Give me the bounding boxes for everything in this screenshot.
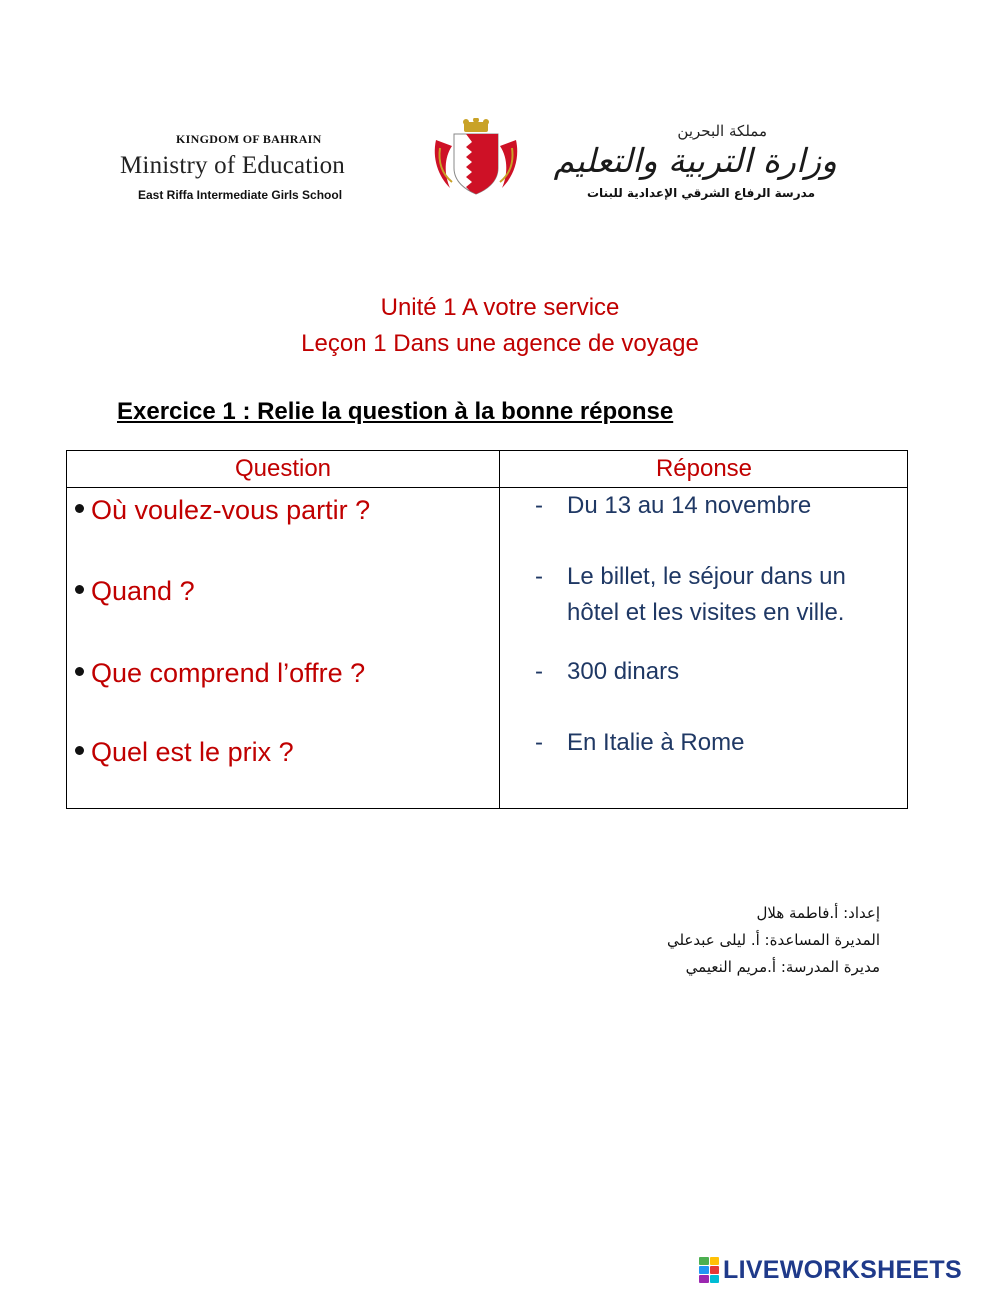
bullet-icon <box>75 504 84 513</box>
header-response: Réponse <box>655 455 753 482</box>
question-text: Quand ? <box>91 576 195 606</box>
question-text: Que comprend l’offre ? <box>91 658 366 688</box>
exercise-title: Exercice 1 : Relie la question à la bonne réponse <box>117 398 674 425</box>
response-item[interactable] <box>535 654 679 690</box>
question-item[interactable] <box>75 656 365 690</box>
lesson-title: Leçon 1 Dans une agence de voyage <box>301 330 699 357</box>
response-text-continued: hôtel et les visites en ville. <box>567 599 845 626</box>
question-text: Où voulez-vous partir ? <box>91 495 371 525</box>
question-item[interactable] <box>75 574 195 608</box>
letterhead-arabic <box>545 122 837 200</box>
column-divider <box>499 451 500 808</box>
response-text: En Italie à Rome <box>567 729 745 756</box>
dash-marker: - <box>535 658 543 685</box>
credits <box>560 900 880 981</box>
bullet-icon <box>75 746 84 755</box>
kingdom-label: KINGDOM OF BAHRAIN <box>176 132 322 146</box>
bullet-icon <box>75 585 84 594</box>
credit-author: إعداد: أ.فاطمة هلال <box>756 904 880 922</box>
letterhead-english <box>120 132 415 202</box>
response-item[interactable] <box>535 488 811 524</box>
matching-table <box>66 450 908 809</box>
response-item[interactable] <box>535 725 744 761</box>
lesson-titles <box>0 290 1000 362</box>
response-text: Le billet, le séjour dans un <box>567 563 846 590</box>
question-item[interactable] <box>75 493 370 527</box>
dash-marker: - <box>535 729 543 756</box>
kingdom-label-ar: مملكة البحرين <box>677 122 767 140</box>
dash-marker: - <box>535 492 543 519</box>
bullet-icon <box>75 667 84 676</box>
credit-director: مديرة المدرسة: أ.مريم النعيمي <box>685 958 880 976</box>
school-label-ar: مدرسة الرفاع الشرقي الإعدادية للبنات <box>587 186 815 200</box>
bahrain-emblem-icon <box>430 118 522 198</box>
liveworksheets-brand: LIVEWORKSHEETS <box>723 1255 962 1284</box>
header-question: Question <box>234 455 332 482</box>
question-item[interactable] <box>75 735 294 769</box>
unit-title: Unité 1 A votre service <box>380 294 620 321</box>
dash-marker: - <box>535 563 543 590</box>
liveworksheets-icon <box>699 1257 719 1283</box>
school-label: East Riffa Intermediate Girls School <box>138 188 343 202</box>
question-text: Quel est le prix ? <box>91 737 294 767</box>
response-item[interactable] <box>535 559 846 631</box>
response-text: 300 dinars <box>567 658 680 685</box>
ministry-label: Ministry of Education <box>120 152 346 179</box>
ministry-label-ar: وزارة التربية والتعليم <box>553 141 837 180</box>
response-text: Du 13 au 14 novembre <box>567 492 812 519</box>
liveworksheets-logo[interactable] <box>699 1255 962 1285</box>
credit-assistant-director: المديرة المساعدة: أ. ليلى عبدعلي <box>666 931 880 949</box>
